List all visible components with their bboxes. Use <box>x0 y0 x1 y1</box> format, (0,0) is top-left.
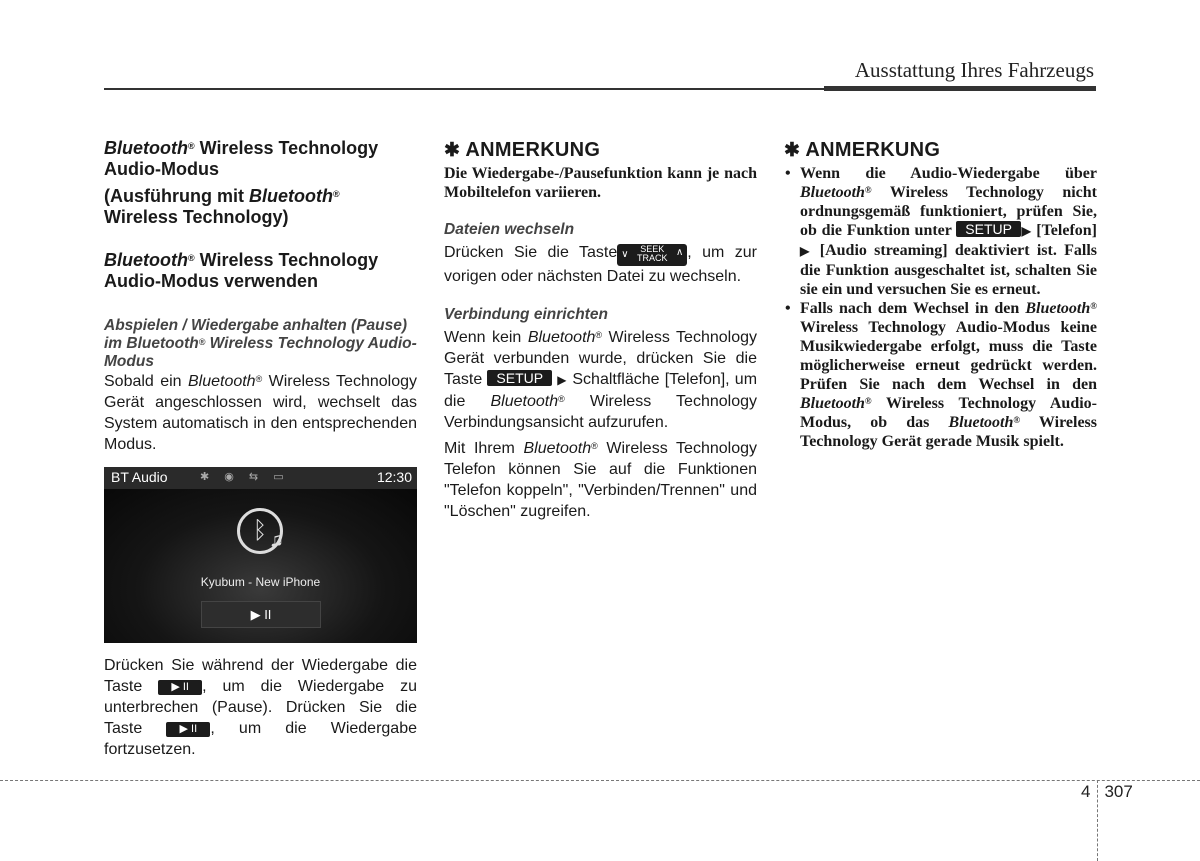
paragraph-change-files: Drücken Sie die Taste ∨ SEEK TRACK ∧ , um zur vorigen oder nächsten Datei zu wechseln. <box>444 244 757 285</box>
setup-key-icon: SETUP <box>487 370 552 386</box>
paragraph-setup-connection: Wenn kein Bluetooth® Wireless Technology Gerät verbunden wurde, drücken Sie die Taste SETUP ▶ Schaltfläche [Telefon], um die Bluetooth® Wireless Technology Verbindungsansicht aufzurufen. <box>444 329 758 431</box>
screen-title: BT Audio <box>111 469 168 485</box>
paragraph-play-pause: Drücken Sie während der Wiedergabe die Taste ▶ II , um die Wiedergabe zu unterbrechen (Pause). Drücken Sie die Taste ▶ II , um die Wiedergabe fortzusetzen. <box>104 657 417 758</box>
page-number: 4 307 <box>1081 782 1133 801</box>
page-header-title: Ausstattung Ihres Fahrzeugs <box>854 58 1094 82</box>
screen-status-icons: ✱ ◉ ⇆ ▭ <box>200 471 290 483</box>
subheading-change-files: Dateien wechseln <box>444 221 575 238</box>
heading-use-bt-audio: Bluetooth® Wireless Technology Audio-Modus verwenden <box>104 250 379 291</box>
screen-play-pause-button: ▶ II <box>201 601 321 628</box>
bt-audio-screen-image <box>104 467 417 643</box>
screen-clock: 12:30 <box>376 469 412 485</box>
play-pause-key-icon: ▶ II <box>158 680 202 695</box>
footer-divider <box>0 780 1200 781</box>
seek-track-key-icon: ∨ SEEK TRACK ∧ <box>617 244 687 266</box>
music-note-icon: ♫ <box>269 529 284 551</box>
arrow-right-icon: ▶ <box>1020 224 1032 238</box>
paragraph-phone-functions: Mit Ihrem Bluetooth® Wireless Technology Telefon können Sie auf die Funktionen "Telefon koppeln", "Verbinden/Trennen" und "Löschen" zugreifen. <box>444 440 757 520</box>
setup-key-icon: SETUP <box>956 221 1021 237</box>
note-heading: ✱ ANMERKUNG <box>784 139 941 161</box>
paragraph-auto-switch: Sobald ein Bluetooth® Wireless Technology Gerät angeschlossen wird, wechselt das System automatisch in den entsprechenden Modus. <box>104 373 417 453</box>
arrow-right-icon: ▶ <box>557 373 568 387</box>
header-rule-accent <box>824 86 1096 91</box>
note-text: Die Wiedergabe-/Pausefunktion kann je nach Mobiltelefon variieren. <box>444 165 757 201</box>
bluetooth-icon: ᛒ <box>237 508 283 554</box>
subheading-setup-connection: Verbindung einrichten <box>444 306 608 323</box>
screen-track-name: Kyubum - New iPhone <box>200 575 321 589</box>
list-item: • Falls nach dem Wechsel in den Bluetooth® Wireless Technology Audio-Modus keine Musikwiedergabe erfolgt, muss die Taste möglicherweise erneut gedrückt werden. Prüfen Sie nach dem Wechsel in den Bluetooth® Wireless Technology Audio-Modus, ob das Bluetooth® Wireless Technology Gerät gerade Musik spielt. <box>784 299 1097 451</box>
heading-bt-audio-mode: Bluetooth® Wireless Technology Audio-Modus <box>104 138 379 179</box>
arrow-right-icon: ▶ <box>800 244 813 258</box>
column-left <box>104 138 417 760</box>
note-heading: ✱ ANMERKUNG <box>444 139 601 161</box>
column-right <box>784 138 1097 451</box>
note-bullet-list <box>784 164 1097 451</box>
column-middle <box>444 138 757 522</box>
list-item: • Wenn die Audio-Wiedergabe über Bluetooth® Wireless Technology nicht ordnungsgemäß funktioniert, prüfen Sie, ob die Funktion unter SETUP ▶ [Telefon] ▶ [Audio streaming] deaktiviert ist. Falls die Funktion ausgeschaltet ist, schalten Sie sie ein und versuchen Sie es erneut. <box>784 164 1097 299</box>
play-pause-key-icon: ▶ II <box>166 722 210 737</box>
subheading-play-pause: Abspielen / Wiedergabe anhalten (Pause) im Bluetooth® Wireless Technology Audio-Modus <box>104 317 417 370</box>
heading-variant: (Ausführung mit Bluetooth® Wireless Technology) <box>104 186 340 227</box>
